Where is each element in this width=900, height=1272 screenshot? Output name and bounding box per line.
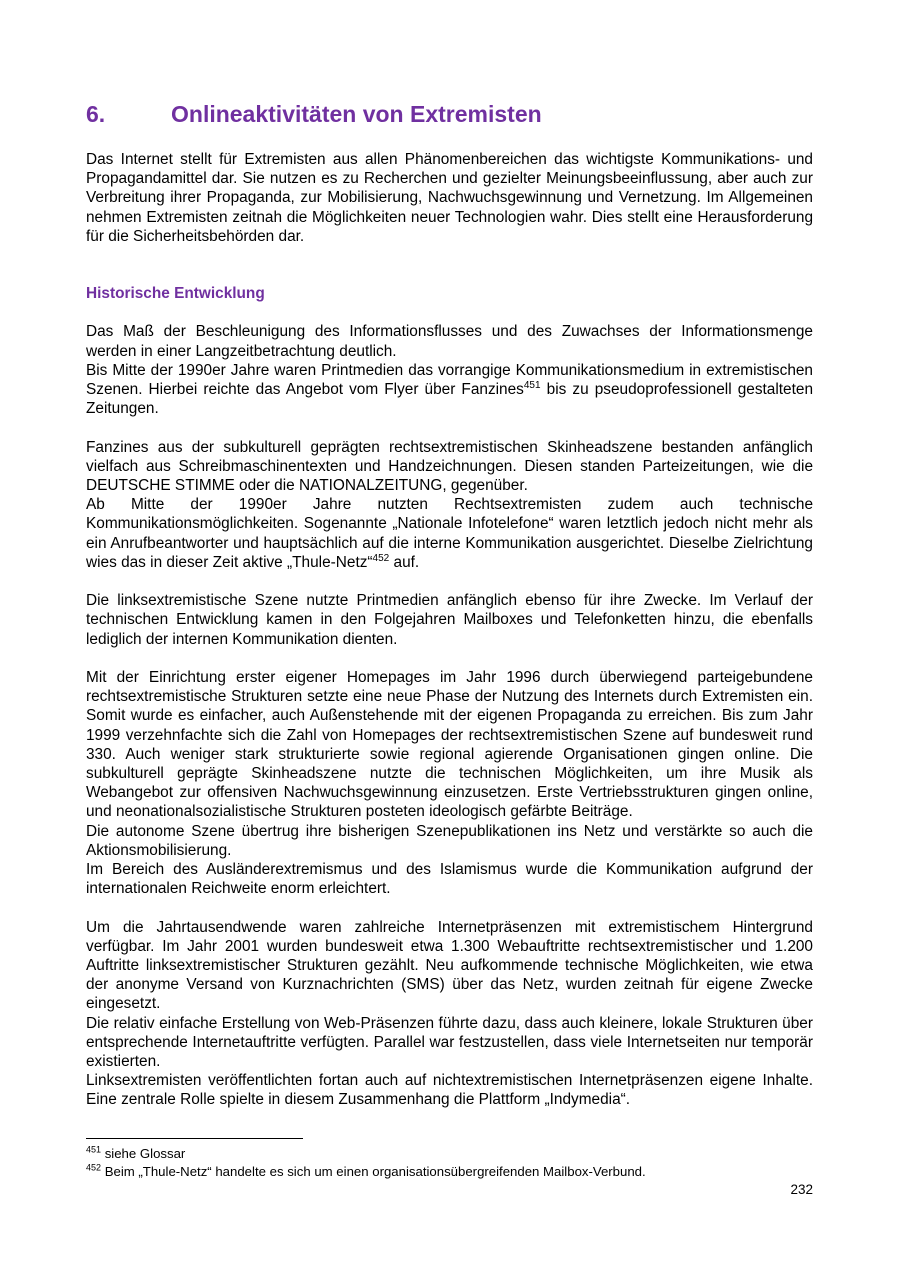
chapter-title: Onlineaktivitäten von Extremisten — [171, 101, 542, 128]
footnotes — [86, 1145, 813, 1180]
paragraph-text: Bis Mitte der 1990er Jahre waren Printmedien das vorrangige Kommunikationsmedium in extremistischen Szenen. Hierbei reichte das Angebot vom Flyer über Fanzines — [86, 361, 813, 399]
chapter-heading — [86, 101, 813, 128]
paragraph: Fanzines aus der subkulturell geprägten rechtsextremistischen Skinheadszene bestanden anfänglich vielfach aus Schreibmaschinentexten und Handzeichnungen. Diesen standen Parteizeitungen, wie die DEUTSCHE STIMME oder die NATIONALZEITUNG, gegenüber. — [86, 438, 813, 495]
footnote-ref: 452 — [372, 552, 390, 564]
paragraph: Linksextremisten veröffentlichten fortan auch auf nichtextremistischen Internetpräsenzen eigene Inhalte. Eine zentrale Rolle spielte in diesem Zusammenhang die Plattform „Indymedia“. — [86, 1072, 813, 1109]
intro-paragraph: Das Internet stellt für Extremisten aus allen Phänomenbereichen das wichtigste Kommunikations- und Propagandamittel dar. Sie nutzen es zu Recherchen und gezielter Meinungsbeeinflussung, aber auch zur Verbreitung ihrer Propaganda, zur Mobilisierung, Nachwuchsgewinnung und Vernetzung. Im Allgemeinen nehmen Extremisten zeitnah die Möglichkeiten neuer Technologien wahr. Dies stellt eine Herausforderung für die Sicherheitsbehörden dar. — [86, 151, 813, 245]
footnote-text: Beim „Thule-Netz“ handelte es sich um einen organisationsübergreifenden Mailbox-Verbund. — [101, 1163, 646, 1179]
footnote-ref: 451 — [523, 379, 541, 391]
paragraph: Die relativ einfache Erstellung von Web-Präsenzen führte dazu, dass auch kleinere, lokale Strukturen über entsprechende Internetauftritte verfügten. Parallel war festzustellen, dass viele Internetseiten nur temporär existierten. — [86, 1014, 813, 1071]
footnote-text: siehe Glossar — [101, 1146, 186, 1161]
paragraph: Im Bereich des Ausländerextremismus und des Islamismus wurde die Kommunikation aufgrund der internationalen Reichweite enorm erleichtert. — [86, 861, 813, 898]
document-page — [86, 0, 813, 1272]
page-number: 232 — [790, 1182, 813, 1197]
paragraph-text: bis zu pseudoprofessionell gestalteten Zeitungen. — [86, 381, 813, 418]
footnote — [86, 1145, 813, 1163]
paragraph: Mit der Einrichtung erster eigener Homepages im Jahr 1996 durch überwiegend parteigebundene rechtsextremistische Strukturen setzte eine neue Phase der Nutzung des Internets durch Extremisten ein. Somit wurde es einfacher, auch Außenstehende mit der eigenen Propaganda zu erreichen. Bis zum Jahr 1999 verzehnfachte sich die Zahl von Homepages der rechtsextremistischen Szene auf bundesweit rund 330. Auch weniger stark strukturierte sowie regional agierende Organisationen gingen online. Die subkulturell geprägte Skinheadszene nutzte die technischen Möglichkeiten, um ihre Musik als Webangebot zur offensiven Nachwuchsgewinnung einzusetzen. Erste Vertriebsstrukturen gingen online, und neonationalsozialistische Strukturen posteten ideologisch gefärbte Beiträge. — [86, 669, 813, 821]
chapter-number: 6. — [86, 101, 106, 128]
paragraph: Die linksextremistische Szene nutzte Printmedien anfänglich ebenso für ihre Zwecke. Im Verlauf der technischen Entwicklung kamen in den Folgejahren Mailboxes und Telefonketten hinzu, die ebenfalls lediglich der internen Kommunikation dienten. — [86, 592, 813, 648]
body-text — [86, 150, 813, 1110]
paragraph — [86, 495, 813, 572]
footnote-number: 452 — [86, 1162, 102, 1173]
paragraph — [86, 361, 813, 419]
paragraph-text: auf. — [389, 553, 420, 571]
footnote-divider — [86, 1138, 303, 1139]
footnote-number: 451 — [86, 1144, 102, 1155]
section-heading: Historische Entwicklung — [86, 285, 265, 303]
paragraph: Das Maß der Beschleunigung des Informationsflusses und des Zuwachses der Informationsmenge werden in einer Langzeitbetrachtung deutlich. — [86, 323, 813, 360]
paragraph: Um die Jahrtausendwende waren zahlreiche Internetpräsenzen mit extremistischem Hintergrund verfügbar. Im Jahr 2001 wurden bundesweit etwa 1.300 Webauftritte rechtsextremistischer und 1.200 Auftritte linksextremistischer Strukturen gezählt. Neu aufkommende technische Möglichkeiten, wie etwa der anonyme Versand von Kurznachrichten (SMS) über das Netz, wurden zeitnah für eigene Zwecke eingesetzt. — [86, 918, 813, 1013]
paragraph-text: Ab Mitte der 1990er Jahre nutzten Rechtsextremisten zudem auch technische Kommunikationsmöglichkeiten. Sogenannte „Nationale Infotelefone“ waren letztlich jedoch nicht mehr als ein Anrufbeantworter und hauptsächlich auf die interne Kommunikation ausgerichtet. Dieselbe Zielrichtung wies das in dieser Zeit aktive „Thule-Netz“ — [86, 496, 813, 571]
paragraph: Die autonome Szene übertrug ihre bisherigen Szenepublikationen ins Netz und verstärkte so auch die Aktionsmobilisierung. — [86, 822, 813, 859]
footnote — [86, 1163, 813, 1181]
